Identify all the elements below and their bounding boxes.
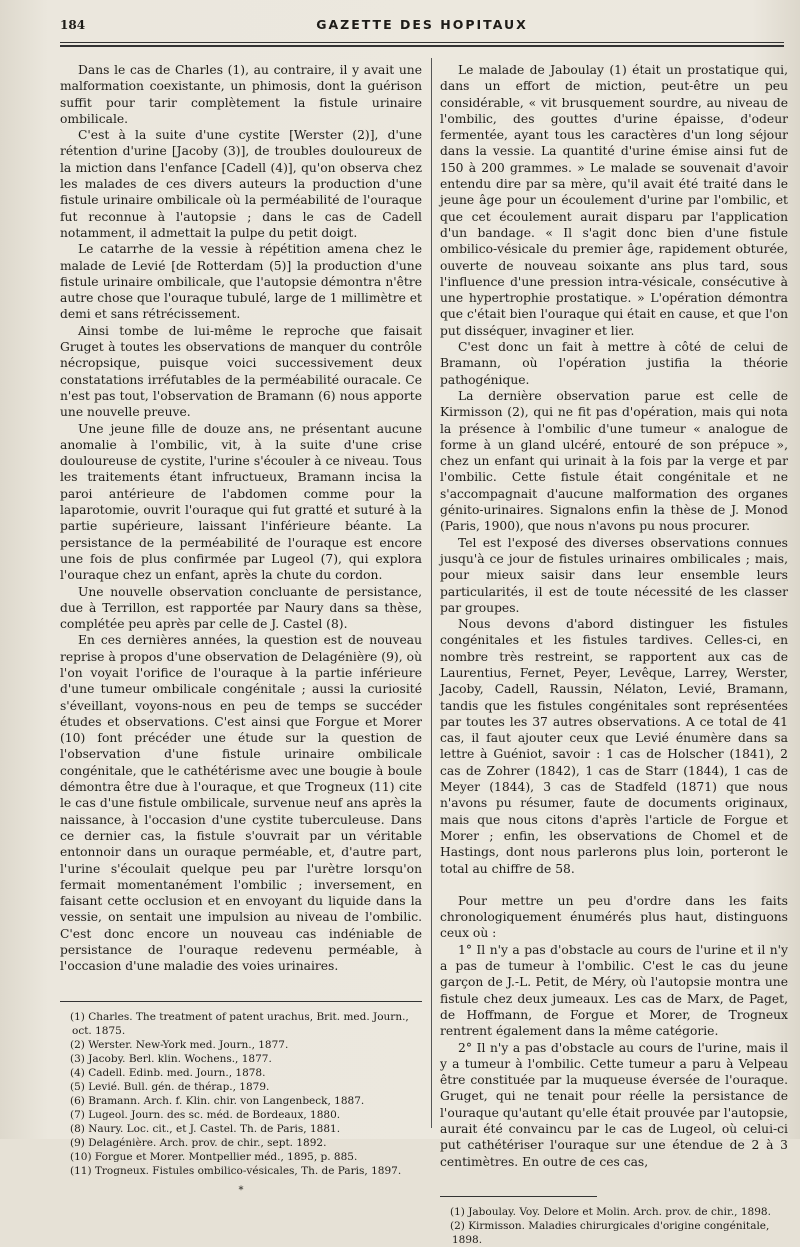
footnote: (9) Delagénière. Arch. prov. de chir., sept. 1892. — [70, 1136, 327, 1149]
body-paragraph: C'est à la suite d'une cystite [Werster (2)], d'une rétention d'urine [Jacoby (3)], de troubles douloureux de la miction dans l'enfance [Cadell (4)], qu'on observa chez les malades de ces divers auteurs la production d'une fistule urinaire ombilicale où la perméabilité de l'ouraque fut reconnue à l'autopsie ; dans le cas de Cadell notamment, il admettait la pulpe du petit doigt. — [60, 128, 422, 240]
body-paragraph: La dernière observation parue est celle de Kirmisson (2), qui ne fit pas d'opération, mais qui nota la présence à l'ombilic d'une tumeur « analogue de forme à un gland ulcéré, entouré de son prépuce », chez un enfant qui urinait à la fois par la verge et par l'ombilic. Cette fistule était congénitale et ne s'accompagnait d'aucune malformation des organes génito-urinaires. Signalons enfin la thèse de J. Monod (Paris, 1900), que nous n'avons pu nous procurer. — [440, 388, 788, 534]
body-paragraph: C'est donc un fait à mettre à côté de celui de Bramann, où l'opération justifia la théorie pathogénique. — [440, 340, 788, 387]
body-paragraph: Une jeune fille de douze ans, ne présentant aucune anomalie à l'ombilic, vit, à la suite d'une crise douloureuse de cystite, l'urine s'écouler à ce niveau. Tous les traitements étant infructueux, Bramann incisa la paroi antérieure de l'abdomen comme pour la laparotomie, ouvrit l'ouraque qui fut gratté et suturé à la partie supérieure, laissant l'inférieure béante. La persistance de la perméabilité de l'ouraque est encore une fois de plus confirmée par Lugeol (7), qui explora l'ouraque chez un enfant, après la chute du cordon. — [60, 421, 422, 583]
body-paragraph: Une nouvelle observation concluante de persistance, due à Terrillon, est rapportée par Naury dans sa thèse, complétée peu après par celle de J. Castel (8). — [60, 584, 422, 632]
footnote-rule — [440, 1196, 597, 1197]
footnote: (8) Naury. Loc. cit., et J. Castel. Th. de Paris, 1881. — [70, 1122, 341, 1135]
body-paragraph: 2° Il n'y a pas d'obstacle au cours de l'urine, mais il y a tumeur à l'ombilic. Cette tumeur a paru à Velpeau être constituée par la muqueuse éversée de l'ouraque. Gruget, qui ne tenait pour réelle la persistance de l'ouraque qu'autant qu'elle était prouvée par l'autopsie, aurait été convaincu par le cas de Lugeol, où celui-ci put cathétériser l'ouraque sur une étendue de 2 à 3 centimètres. En outre de ces cas, — [440, 1040, 788, 1169]
footnote: (10) Forgue et Morer. Montpellier méd., 1895, p. 885. — [70, 1150, 358, 1163]
body-paragraph: Dans le cas de Charles (1), au contraire, il y avait une malformation coexistante, un phimosis, dont la guérison suffit pour tarir complètement la fistule urinaire ombilicale. — [60, 63, 422, 126]
left-footnotes — [60, 1010, 422, 1198]
body-paragraph: Nous devons d'abord distinguer les fistules congénitales et les fistules tardives. Celles-ci, en nombre très restreint, se rapportent aux cas de Laurentius, Fernet, Peyer, Levêque, Larrey, Werster, Jacoby, Cadell, Raussin, Nélaton, Levié, Bramann, tandis que les fistules congénitales sont représentées par toutes les 37 autres observations. A ce total de 41 cas, il faut ajouter ceux que Levié énumère dans sa lettre à Guéniot, savoir : 1 cas de Holscher (1841), 2 cas de Zohrer (1842), 1 cas de Starr (1844), 1 cas de Meyer (1844), 3 cas de Stadfeld (1871) que nous n'avons pu résumer, faute de documents originaux, mais que nous citons d'après l'article de Forgue et Morer ; enfin, les observations de Chomel et de Hastings, dont nous parlerons plus loin, porteront le total au chiffre de 58. — [440, 617, 788, 876]
body-paragraph: Tel est l'exposé des diverses observations connues jusqu'à ce jour de fistules urinaires ombilicales ; mais, pour mieux saisir dans leur ensemble leurs particularités, il est de toute nécessité de les classer par groupes. — [440, 535, 788, 615]
footnote: (3) Jacoby. Berl. klin. Wochens., 1877. — [70, 1052, 272, 1065]
body-paragraph: Pour mettre un peu d'ordre dans les faits chronologiquement énumérés plus haut, distinguons ceux où : — [440, 893, 788, 941]
footnote: (2) Werster. New-York med. Journ., 1877. — [70, 1038, 289, 1051]
header-rule-thin — [60, 42, 784, 43]
footnote: (2) Kirmisson. Maladies chirurgicales d'origine congénitale, 1898. — [450, 1219, 770, 1246]
column-divider — [431, 58, 432, 1128]
footnote: (7) Lugeol. Journ. des sc. méd. de Bordeaux, 1880. — [70, 1108, 341, 1121]
journal-title: GAZETTE DES HOPITAUX — [316, 17, 528, 32]
body-paragraph: Ainsi tombe de lui-même le reproche que faisait Gruget à toutes les observations de manquer du contrôle nécropsique, puisque voici successivement deux constatations irréfutables de la perméabilité ouracale. Ce n'est pas tout, l'observation de Bramann (6) nous apporte une nouvelle preuve. — [60, 323, 422, 420]
body-paragraph: Le catarrhe de la vessie à répétition amena chez le malade de Levié [de Rotterdam (5)] la production d'une fistule urinaire ombilicale, que l'autopsie démontra n'être autre chose que l'ouraque tubulé, large de 1 millimètre et demi et sans rétrécissement. — [60, 242, 422, 322]
right-column — [440, 62, 788, 1247]
body-paragraph: Le malade de Jaboulay (1) était un prostatique qui, dans un effort de miction, peut-être un peu considérable, « vit brusquement sourdre, au niveau de l'ombilic, des gouttes d'urine épaisse, d'odeur fermentée, ayant tous les caractères d'un long séjour dans la vessie. La quantité d'urine émise ainsi fut de 150 à 200 grammes. » Le malade se souvenait d'avoir entendu dire par sa mère, qu'il avait été traité dans le jeune âge pour un écoulement d'urine par l'ombilic, et que cet écoulement aurait disparu par l'application d'un bandage. « Il s'agit donc bien d'une fistule ombilico-vésicale du premier âge, rapidement obturée, ouverte de nouveau soixante ans plus tard, sous l'influence d'une pression intra-vésicale, consécutive à une hypertrophie prostatique. » L'opération démontra que c'était bien l'ouraque qui était en cause, et que l'on put disséquer, invaginer et lier. — [440, 63, 788, 338]
right-footnotes — [440, 1205, 788, 1247]
footnote: (6) Bramann. Arch. f. Klin. chir. von Langenbeck, 1887. — [70, 1094, 365, 1107]
footnote-mark: * — [238, 1184, 244, 1196]
footnote: (1) Jaboulay. Voy. Delore et Molin. Arch. prov. de chir., 1898. — [450, 1205, 771, 1218]
body-paragraph: En ces dernières années, la question est de nouveau reprise à propos d'une observation de Delagénière (9), où l'on voyait l'orifice de l'ouraque à la partie inférieure d'une tumeur ombilicale congénitale ; aussi la curiosité s'éveillant, voyons-nous en peu de temps se succéder études et observations. C'est ainsi que Forgue et Morer (10) font précéder une étude sur la question de l'observation d'une fistule urinaire ombilicale congénitale, que le cathétérisme avec une bougie à boule démontra être due à l'ouraque, et que Trogneux (11) cite le cas d'une fistule ombilicale, survenue neuf ans après la naissance, à l'occasion d'une cystite tuberculeuse. Dans ce dernier cas, la fistule s'ouvrait par un véritable entonnoir dans un ouraque perméable, et, d'autre part, l'urine s'écoulait quelque peu par l'urètre lorsqu'on fermait momentanément l'ombilic ; inversement, en faisant cette occlusion et en envoyant du liquide dans la vessie, on sentait une impulsion au niveau de l'ombilic. C'est donc encore un nouveau cas indéniable de persistance de l'ouraque redevenu perméable, à l'occasion d'une maladie des voies urinaires. — [60, 633, 422, 974]
footnote: (4) Cadell. Edinb. med. Journ., 1878. — [70, 1066, 266, 1079]
footnote: (5) Levié. Bull. gén. de thérap., 1879. — [70, 1080, 270, 1093]
footnote: (1) Charles. The treatment of patent urachus, Brit. med. Journ., oct. 1875. — [70, 1010, 409, 1037]
body-paragraph: 1° Il n'y a pas d'obstacle au cours de l'urine et il n'y a pas de tumeur à l'ombilic. C'est le cas du jeune garçon de J.-L. Petit, de Méry, où l'autopsie montra une fistule chez deux jumeaux. Les cas de Marx, de Paget, de Hoffmann, de Forgue et Morer, de Trogneux rentrent également dans la même catégorie. — [440, 942, 788, 1039]
header-rule-thick — [60, 45, 784, 47]
footnote: (11) Trogneux. Fistules ombilico-vésicales, Th. de Paris, 1897. — [70, 1164, 402, 1177]
footnote-rule — [60, 1001, 422, 1002]
left-column — [60, 62, 422, 1198]
page-number: 184 — [60, 18, 86, 32]
